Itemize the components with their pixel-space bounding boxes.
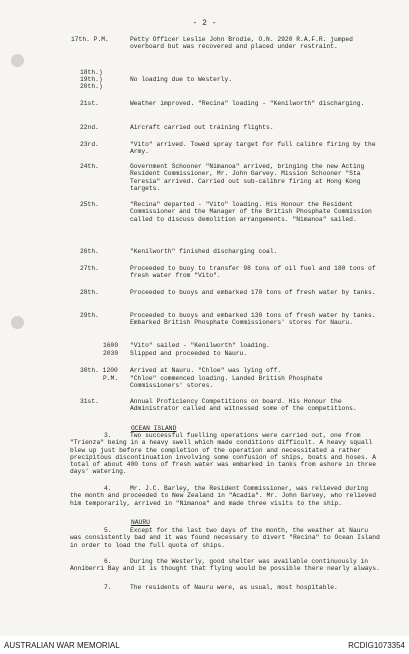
entry-text: Proceeded to buoy to transfer 98 tons of oil fuel and 180 tons of fresh water from "Vito". bbox=[130, 265, 376, 280]
entry-text: Weather improved. "Recina" loading - "Kenilworth" discharging. bbox=[130, 100, 365, 107]
page-number: - 2 - bbox=[192, 19, 217, 28]
entry-date: 18th.) bbox=[80, 69, 103, 76]
entry-date: 20th.) bbox=[80, 83, 103, 90]
paragraph-number: 3. bbox=[104, 432, 112, 439]
paragraph: Two successful fuelling operations were carried out, one from "Trienza" being in a heavy swell which made conditions difficult. A heavy squall blew up just before the completion of the operation and necessitated a rather precipitous discontinuation involving some confusion of ships, boats and hoses. A total of about 400 tons of fresh water was embarked in tanks from ashore in three days' watering. bbox=[70, 432, 377, 476]
entry-text: Proceeded to buoys and embarked 130 tons of fresh water by tanks. Embarked British Phosphate Commissioners' stores for Nauru. bbox=[130, 312, 376, 327]
punch-hole bbox=[11, 316, 24, 329]
entry-text: No loading due to Westerly. bbox=[130, 76, 233, 83]
entry-date: 26th. bbox=[80, 248, 99, 255]
entry-time: 1600 bbox=[103, 342, 119, 349]
entry-text: "Recina" departed - "Vito" loading. His Honour the Resident Commissioner and the Manager of the British Phosphate Commission called to discuss demolition arrangements. "Nimanoa" sailed. bbox=[130, 201, 372, 223]
paragraph: During the Westerly, good shelter was available continuously in Anniberri Bay and it is thought that flying would be possible there nearly always. bbox=[70, 558, 380, 573]
entry-text: Arrived at Nauru. "Chloe" was lying off. bbox=[130, 367, 282, 374]
entry-text: Annual Proficiency Competitions on board. His Honour the Administrator called and witnessed some of the competitions. bbox=[130, 398, 357, 413]
paragraph: Mr. J.C. Barley, the Resident Commissioner, was relieved during the month and proceeded to New Zealand in "Acadia". Mr. John Garvey, who relieved him temporarily, arrived in "Nimanoa" and made three visits to the ship. bbox=[70, 485, 377, 507]
entry-date: 25th. bbox=[80, 201, 99, 208]
punch-hole bbox=[11, 54, 24, 67]
entry-text: Proceeded to buoys and embarked 170 tons of fresh water by tanks. bbox=[130, 289, 376, 296]
entry-date: 21st. bbox=[80, 100, 99, 107]
entry-date: 28th. bbox=[80, 289, 99, 296]
entry-text: Aircraft carried out training flights. bbox=[130, 124, 274, 131]
entry-date: 23rd. bbox=[80, 141, 99, 148]
entry-date: 17th. P.M. bbox=[71, 36, 109, 43]
entry-time: 2030 bbox=[103, 350, 119, 357]
entry-text: Government Schooner "Nimanoa" arrived, bringing the new Acting Resident Commissioner, Mr. John Garvey. Mission Schooner "Sta Teresia" arrived. Carried out sub-calibre firing at Hong Kong targets. bbox=[130, 163, 365, 192]
entry-time: P.M. bbox=[103, 375, 119, 382]
entry-text: Petty Officer Leslie John Brodie, O.N. 2920 R.A.F.R. jumped overboard but was recovered and placed under restraint. bbox=[130, 36, 353, 51]
entry-date: 29th. bbox=[80, 312, 99, 319]
entry-text: "Vito" sailed - "Kenilworth" loading. bbox=[130, 342, 270, 349]
entry-date: 19th.) bbox=[80, 76, 103, 83]
section-heading-nauru: NAURU bbox=[131, 519, 150, 526]
paragraph-number: 4. bbox=[104, 485, 112, 492]
footer-archive-name: AUSTRALIAN WAR MEMORIAL bbox=[4, 641, 120, 650]
paragraph-number: 5. bbox=[104, 527, 112, 534]
entry-date: 22nd. bbox=[80, 124, 99, 131]
paragraph-number: 7. bbox=[104, 584, 112, 591]
paragraph: Except for the last two days of the month, the weather at Nauru was consistently bad and it was found necessary to divert "Recina" to Ocean Island in order to load the full quota of ships. bbox=[70, 527, 380, 549]
entry-date: 30th. 1200 bbox=[80, 367, 118, 374]
entry-text: Slipped and proceeded to Nauru. bbox=[130, 350, 248, 357]
section-heading-ocean-island: OCEAN ISLAND bbox=[131, 425, 177, 432]
entry-text: "Chloe" commenced loading. Landed British Phosphate Commissioners' stores. bbox=[130, 375, 323, 390]
paragraph: The residents of Nauru were, as usual, most hospitable. bbox=[130, 584, 338, 591]
entry-date: 27th. bbox=[80, 265, 99, 272]
paragraph-number: 6. bbox=[104, 558, 112, 565]
entry-date: 24th. bbox=[80, 163, 99, 170]
entry-text: "Vito" arrived. Towed spray target for full calibre firing by the Army. bbox=[130, 141, 376, 156]
entry-text: "Kenilworth" finished discharging coal. bbox=[130, 248, 278, 255]
footer-record-id: RCDIG1073354 bbox=[348, 641, 405, 650]
entry-date: 31st. bbox=[80, 398, 99, 405]
